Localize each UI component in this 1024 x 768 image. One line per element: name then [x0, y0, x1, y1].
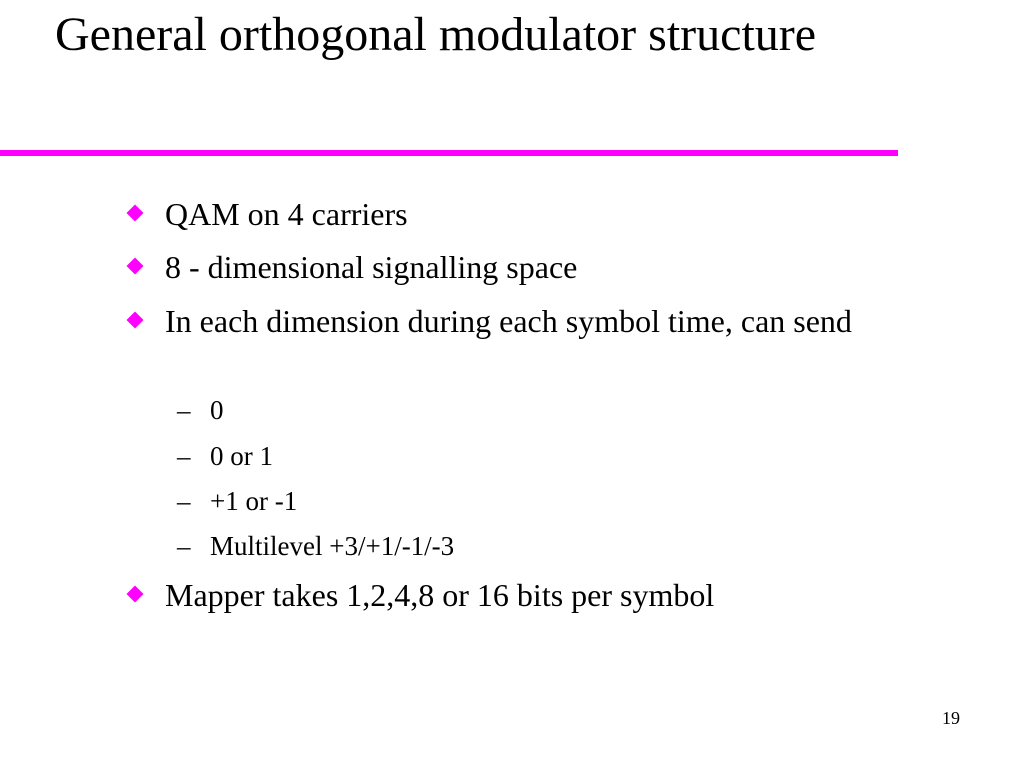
diamond-bullet-icon: [127, 312, 144, 329]
bullet-text: 8 - dimensional signalling space: [165, 249, 578, 285]
slide-number: 19: [942, 708, 960, 728]
bullet-item: [129, 248, 959, 286]
bullet-item: [129, 195, 959, 233]
dash-bullet-icon: –: [177, 441, 191, 471]
title-divider: [0, 150, 898, 156]
bullet-text: In each dimension during each symbol time, can send: [165, 303, 852, 339]
sub-bullet-item: [177, 530, 877, 562]
sub-bullet-text: 0: [210, 395, 224, 425]
diamond-bullet-icon: [127, 258, 144, 275]
sub-bullet-text: Multilevel +3/+1/-1/-3: [210, 531, 455, 561]
bullet-item: [129, 576, 959, 614]
dash-bullet-icon: –: [177, 395, 191, 425]
slide-title: General orthogonal modulator structure: [55, 8, 817, 61]
sub-bullet-text: 0 or 1: [210, 441, 273, 471]
bullet-text: QAM on 4 carriers: [165, 196, 408, 232]
sub-bullet-item: [177, 485, 877, 517]
diamond-bullet-icon: [127, 205, 144, 222]
bullet-item: [129, 302, 959, 340]
dash-bullet-icon: –: [177, 531, 191, 561]
dash-bullet-icon: –: [177, 486, 191, 516]
sub-bullet-text: +1 or -1: [210, 486, 298, 516]
sub-bullet-item: [177, 440, 877, 472]
sub-bullet-item: [177, 394, 877, 426]
diamond-bullet-icon: [127, 586, 144, 603]
bullet-text: Mapper takes 1,2,4,8 or 16 bits per symbol: [165, 577, 715, 613]
